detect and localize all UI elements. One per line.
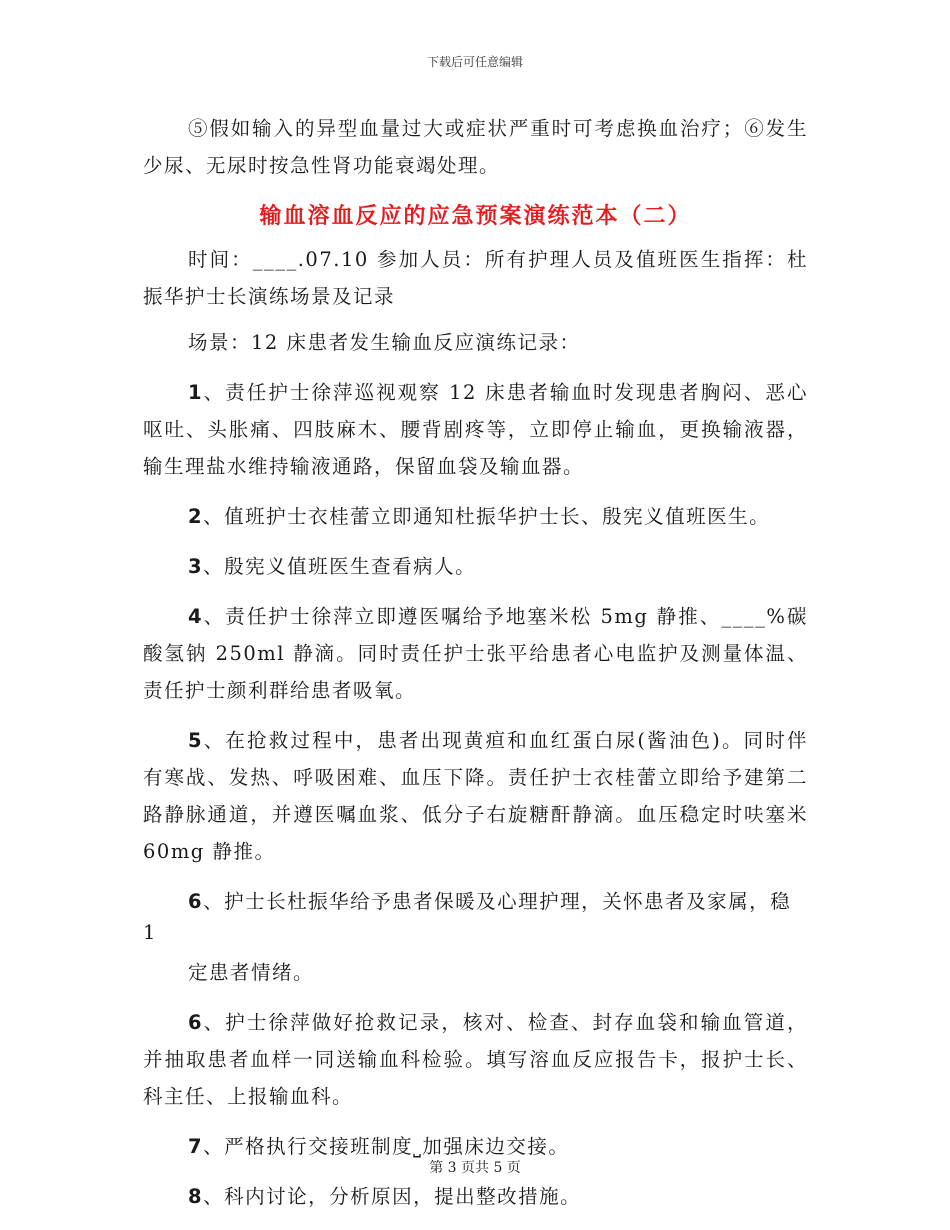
continuation-paragraph: 定患者情绪。 [188,961,315,984]
list-item [143,374,808,485]
page-marker: 1 [143,921,157,944]
item-text: 、护士长杜振华给予患者保暖及心理护理，关怀患者及家属，稳 [203,890,792,913]
item-number: 3 [188,555,204,578]
section-title: 输血溶血反应的应急预案演练范本（二） [259,203,692,229]
item-number: 1 [188,381,204,404]
item-number: 4 [188,605,204,628]
item-number: 2 [188,505,204,528]
list-item [143,1004,808,1115]
item-text: 、责任护士徐萍巡视观察 12 床患者输血时发现患者胸闷、恶心呕吐、头胀痛、四肢麻木、腰背剧疼等，立即停止输血，更换输液器，输生理盐水维持输液通路，保留血袋及输血器。 [143,381,808,478]
intro-paragraph: ⑤假如输入的异型血量过大或症状严重时可考虑换血治疗；⑥发生少尿、无尿时按急性肾功能衰竭处理。 [143,117,808,177]
item-text: 、值班护士衣桂蕾立即通知杜振华护士长、殷宪义值班医生。 [203,505,771,528]
document-body [143,110,808,1228]
item-number: 7 [188,1135,204,1158]
page-footer: 第 3 页共 5 页 [429,1160,521,1176]
list-item [143,548,808,585]
item-text: 、责任护士徐萍立即遵医嘱给予地塞米松 5mg 静推、____%碳酸氢钠 250ml 静滴。同时责任护士张平给患者心电监护及测量体温、责任护士颜利群给患者吸氧。 [143,605,808,702]
list-item [143,598,808,709]
item-number: 5 [188,729,204,752]
item-text: 、科内讨论，分析原因，提出整改措施。 [203,1185,582,1208]
item-number: 8 [188,1185,204,1208]
item-text: 、护士徐萍做好抢救记录，核对、检查、封存血袋和输血管道，并抽取患者血样一同送输血科检验。填写溶血反应报告卡，报护士长、科主任、上报输血科。 [143,1011,808,1108]
item-text: 、严格执行交接班制度⎵加强床边交接。 [203,1135,570,1158]
list-item [143,1178,808,1215]
item-number: 6 [188,890,204,913]
list-item [143,498,808,535]
scene-paragraph: 场景：12 床患者发生输血反应演练记录： [188,331,581,354]
item-text: 、殷宪义值班医生查看病人。 [203,555,477,578]
item-number: 6 [188,1011,204,1034]
time-participants-paragraph: 时间：____.07.10 参加人员：所有护理人员及值班医生指挥：杜振华护士长演练场景及记录 [143,248,808,308]
page-header: 下载后可任意编辑 [426,55,523,69]
list-item [143,722,808,870]
list-item [143,883,808,920]
item-text: 、在抢救过程中，患者出现黄疸和血红蛋白尿(酱油色)。同时伴有寒战、发热、呼吸困难、血压下降。责任护士衣桂蕾立即给予建第二路静脉通道，并遵医嘱血浆、低分子右旋糖酐静滴。血压稳定时呋塞米 60mg 静推。 [143,729,808,863]
